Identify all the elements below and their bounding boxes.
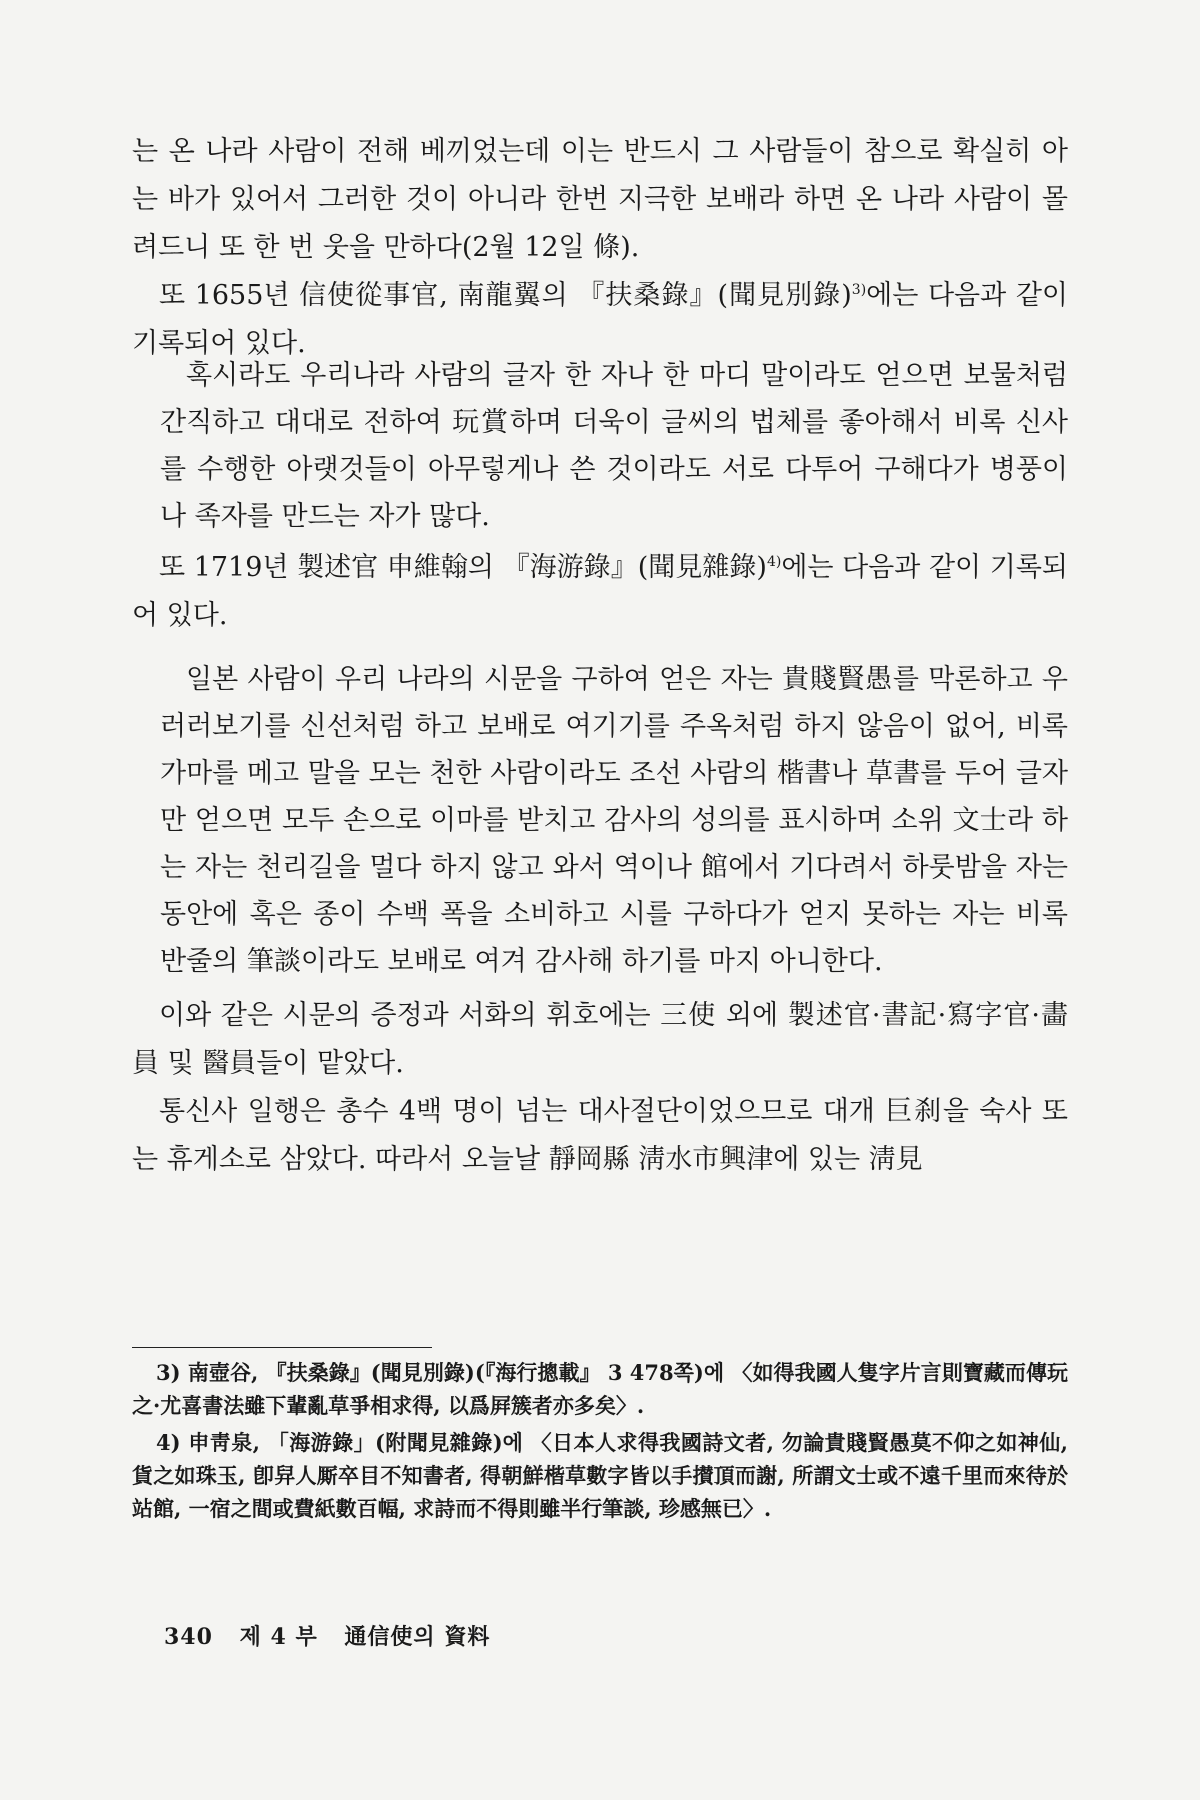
- footnote-divider: [132, 1347, 432, 1348]
- block-quote-1: [160, 352, 1068, 540]
- paragraph-text-end: 에는 다음과 같이 기록되어 있다.: [132, 280, 1068, 359]
- part-label: 제 4 부: [239, 1624, 318, 1650]
- footnote-ref-3: 3): [851, 282, 867, 298]
- quote-text: 혹시라도 우리나라 사람의 글자 한 자나 한 마디 말이라도 얻으면 보물처럼 간직하고 대대로 전하여 玩賞하며 더욱이 글씨의 법체를 좋아해서 비록 신사를 수행한 아랫것들이 아무렇게나 쓴 것이라도 서로 다투어 구해다가 병풍이나 족자를 만드는 자가 많다.: [160, 360, 1068, 532]
- paragraph-poem-exchange: 이와 같은 시문의 증정과 서화의 휘호에는 三使 외에 製述官·書記·寫字官·畵員 및 醫員들이 맡았다.: [132, 1000, 1068, 1079]
- page-footer: [164, 1620, 508, 1651]
- quote-text: 일본 사람이 우리 나라의 시문을 구하여 얻은 자는 貴賤賢愚를 막론하고 우러러보기를 신선처럼 하고 보배로 여기기를 주옥처럼 하지 않음이 없어, 비록 가마를 메고 말을 모는 천한 사람이라도 조선 사람의 楷書나 草書를 두어 글자만 얻으면 모두 손으로 이마를 받치고 감사의 성의를 표시하며 소위 文士라 하는 자는 천리길을 멀다 하지 않고 와서 역이나 館에서 기다려서 하룻밤을 자는 동안에 혹은 종이 수백 폭을 소비하고 시를 구하다가 얻지 못하는 자는 비록 반줄의 筆談이라도 보배로 여겨 감사해 하기를 마지 아니한다.: [160, 664, 1068, 977]
- paragraph-text: 또 1655년 信使從事官, 南龍翼의 『扶桑錄』(聞見別錄): [159, 280, 852, 311]
- footnote-3: 3) 南壺谷, 『扶桑錄』(聞見別錄)(『海行摠載』 3 478쪽)에 〈如得我國人隻字片言則寶藏而傳玩之·尤喜書法雖下輩亂草爭相求得, 以爲屛簇者亦多矣〉.: [132, 1360, 1068, 1418]
- footnote-4: 4) 申靑泉, 「海游錄」(附聞見雜錄)에 〈日本人求得我國詩文者, 勿論貴賤賢愚莫不仰之如神仙, 貨之如珠玉, 卽舁人厮卒目不知書者, 得朝鮮楷草數字皆以手攅頂而謝, 所謂文士或不遠千里而來待於站館, 一宿之間或費紙數百幅, 求詩而不得則雖半行筆談, 珍感無已〉.: [132, 1430, 1068, 1521]
- paragraph-haeyurok-intro: [132, 544, 1068, 640]
- body-block-3: [132, 992, 1068, 1184]
- paragraph-continuation: 는 온 나라 사람이 전해 베끼었는데 이는 반드시 그 사람들이 참으로 확실히 아는 바가 있어서 그러한 것이 아니라 한번 지극한 보배라 하면 온 나라 사람이 몰려드니 또 한 번 웃을 만하다(2월 12일 條).: [132, 136, 1068, 263]
- block-quote-2: [160, 656, 1068, 985]
- body-block-2: [132, 544, 1068, 640]
- running-title: 通信使의 資料: [344, 1624, 491, 1650]
- footnotes: [132, 1356, 1068, 1529]
- paragraph-text: 또 1719년 製述官 申維翰의 『海游錄』(聞見雜錄): [159, 552, 767, 583]
- page-number: 340: [164, 1624, 213, 1650]
- paragraph-lodging: 통신사 일행은 총수 4백 명이 넘는 대사절단이었으므로 대개 巨刹을 숙사 또는 휴게소로 삼았다. 따라서 오늘날 靜岡縣 淸水市興津에 있는 淸見: [132, 1096, 1068, 1175]
- paragraph-text-end: 에는 다음과 같이 기록되어 있다.: [132, 552, 1068, 631]
- footnote-ref-4: 4): [766, 554, 782, 570]
- body-block-1: [132, 128, 1068, 368]
